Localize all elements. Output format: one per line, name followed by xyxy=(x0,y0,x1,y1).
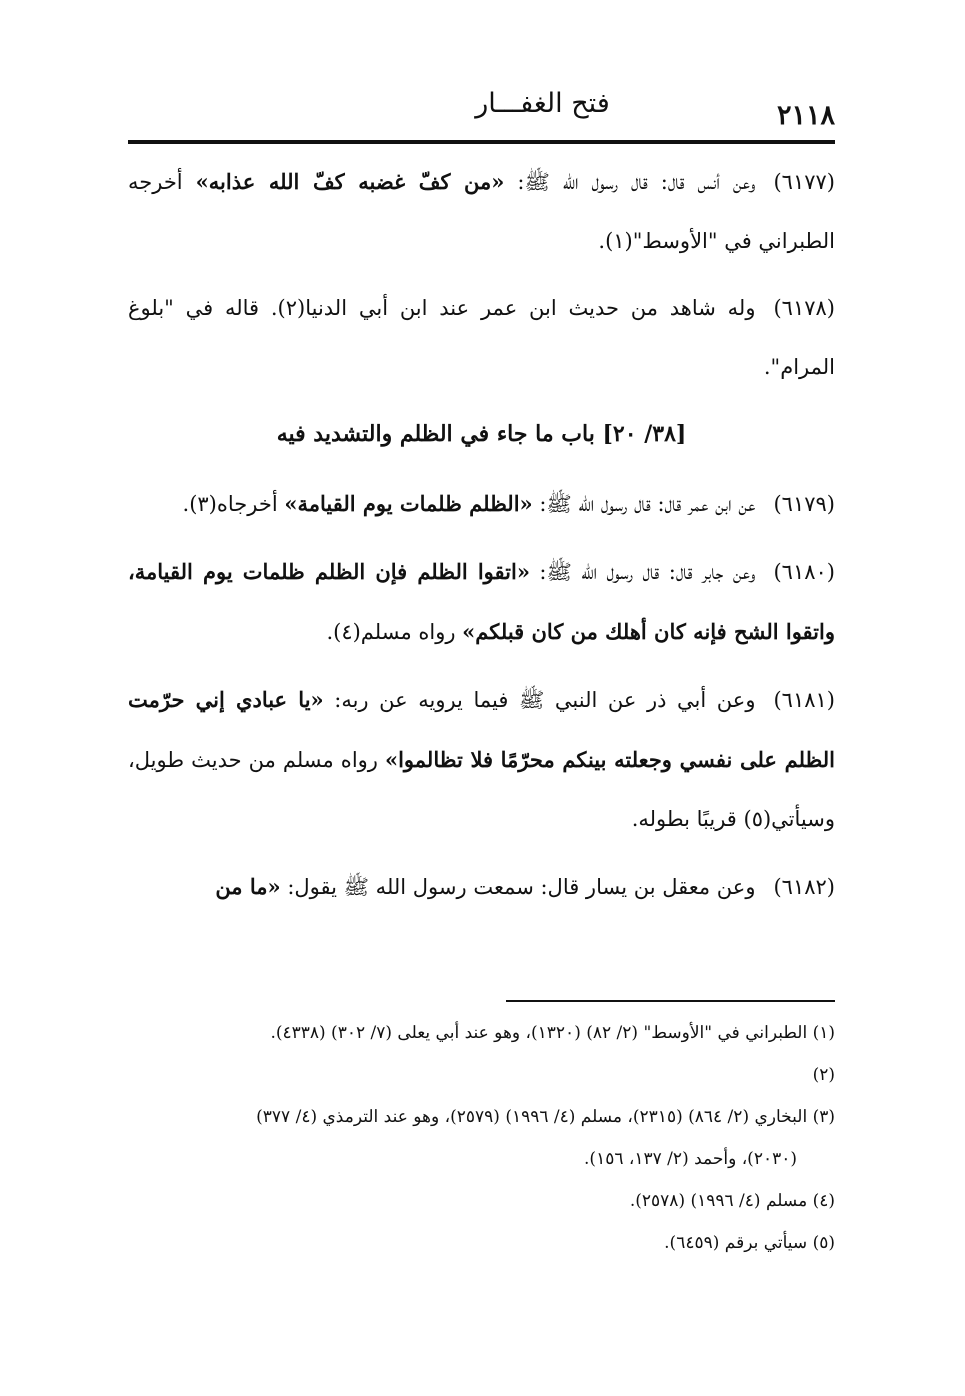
running-header-title: فتح الغفـــار xyxy=(475,88,610,119)
hadith-intro: وعن جابر قال: قال رسول الله ﷺ: xyxy=(529,560,756,584)
hadith-paragraph xyxy=(128,857,835,917)
footnote: (٢) xyxy=(812,1065,835,1085)
hadith-source: رواه مسلم(٤). xyxy=(326,620,463,644)
hadith-number: (٦١٧٧) xyxy=(773,170,835,194)
hadith-number: (٦١٨٢) xyxy=(773,875,835,899)
footnote: (٤) مسلم (٤/ ١٩٩٦) (٢٥٧٨). xyxy=(629,1191,835,1211)
chapter-heading: [٣٨/ ٢٠] باب ما جاء في الظلم والتشديد فيه xyxy=(276,421,687,447)
hadith-number: (٦١٧٩) xyxy=(773,492,835,516)
hadith-intro: وعن معقل بن يسار قال: سمعت رسول الله ﷺ يقول: xyxy=(280,875,756,899)
hadith-intro: وعن أنس قال: قال رسول الله ﷺ: xyxy=(504,170,756,194)
hadith-intro: وعن أبي ذر عن النبي ﷺ فيما يرويه عن ربه: xyxy=(323,688,756,712)
footnote-continuation: (٢٠٣٠)، وأحمد (٢/ ١٣٧، ١٥٦). xyxy=(584,1149,797,1169)
hadith-paragraph xyxy=(128,279,835,397)
hadith-matn: «يا عبادي إني حرّمت الظلم على نفسي وجعلته بينكم محرّمًا فلا تظالموا» xyxy=(128,687,836,772)
hadith-paragraph xyxy=(128,474,835,534)
hadith-paragraph xyxy=(128,542,835,662)
footnotes xyxy=(128,1012,835,1264)
hadith-source: أخرجاه(٣). xyxy=(182,492,285,516)
body-text xyxy=(128,152,835,925)
hadith-intro: وله شاهد من حديث ابن عمر عند ابن أبي الدنيا(٢). قاله في "بلوغ المرام". xyxy=(128,296,835,379)
hadith-source: أخرجه الطبراني في "الأوسط"(١). xyxy=(128,170,835,253)
footnote: (٥) سيأتي برقم (٦٤٥٩). xyxy=(664,1233,835,1253)
hadith-intro: عن ابن عمر قال: قال رسول الله ﷺ: xyxy=(532,492,756,516)
header-rule xyxy=(128,140,835,144)
footnote-rule xyxy=(506,1000,835,1002)
hadith-number: (٦١٨٠) xyxy=(773,560,835,584)
hadith-paragraph xyxy=(128,670,835,849)
hadith-number: (٦١٨١) xyxy=(773,688,835,712)
hadith-source: رواه مسلم من حديث طويل، وسيأتي(٥) قريبًا بطوله. xyxy=(128,748,835,831)
footnote: (٣) البخاري (٢/ ٨٦٤) (٢٣١٥)، مسلم (٤/ ١٩٩٦) (٢٥٧٩)، وهو عند الترمذي (٤/ ٣٧٧) xyxy=(256,1107,835,1127)
hadith-matn: «اتقوا الظلم فإن الظلم ظلمات يوم القيامة، واتقوا الشح فإنه كان أهلك من كان قبلكم» xyxy=(128,559,835,644)
hadith-matn: «من كفّ غضبه كفّ الله عذابه» xyxy=(195,169,505,194)
page-number: ٢١١٨ xyxy=(776,100,835,131)
footnote: (١) الطبراني في "الأوسط" (٢/ ٨٢) (١٣٢٠)، وهو عند أبي يعلى (٧/ ٣٠٢) (٤٣٣٨). xyxy=(270,1023,835,1043)
hadith-matn: «ما من xyxy=(215,874,281,899)
hadith-matn: «الظلم ظلمات يوم القيامة» xyxy=(284,491,533,516)
hadith-number: (٦١٧٨) xyxy=(773,296,835,320)
hadith-paragraph xyxy=(128,152,835,271)
